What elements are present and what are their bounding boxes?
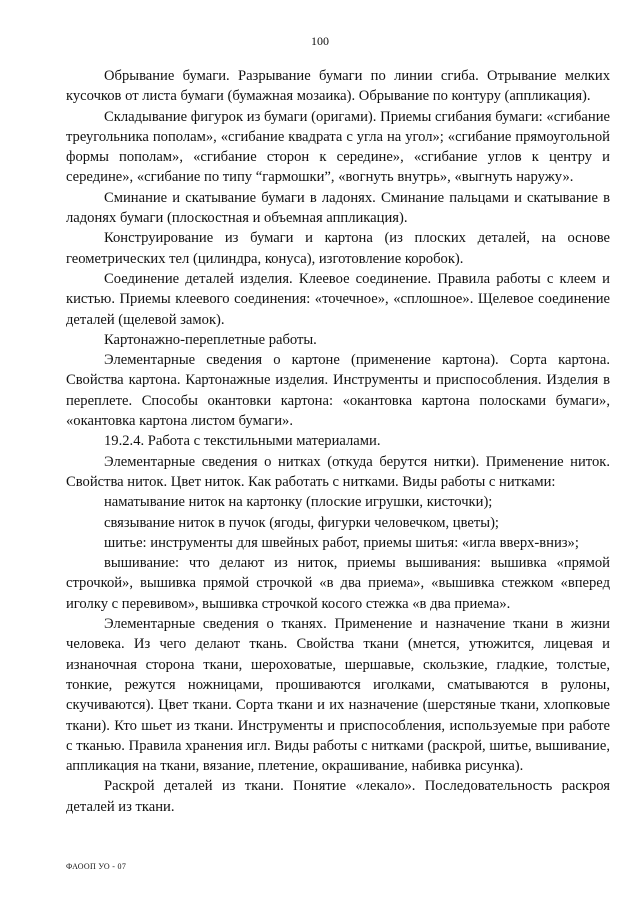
paragraph: Соединение деталей изделия. Клеевое соединение. Правила работы с клеем и кистью. Приемы клеевого соединения: «точечное», «сплошное». Щелевое соединение деталей (щелевой замок). bbox=[66, 270, 610, 328]
paragraph: Раскрой деталей из ткани. Понятие «лекало». Последовательность раскроя деталей из ткани. bbox=[66, 778, 610, 815]
paragraph: Складывание фигурок из бумаги (оригами). Приемы сгибания бумаги: «сгибание треугольника пополам», «сгибание квадрата с угла на угол»; «сгибание прямоугольной формы пополам», «сгибание сторон к середине», «сгибание углов к центру и середине», «сгибание по типу “гармошки”, «вогнуть внутрь», «выгнуть наружу». bbox=[66, 108, 610, 186]
paragraph: Элементарные сведения о картоне (применение картона). Сорта картона. Свойства картона. Картонажные изделия. Инструменты и приспособления. Изделия в переплете. Способы окантовки картона: «окантовка картона полосками бумаги», «окантовка картона листом бумаги». bbox=[66, 352, 610, 430]
paragraph: Элементарные сведения о тканях. Применение и назначение ткани в жизни человека. Из чего делают ткань. Свойства ткани (мнется, утюжится, лицевая и изнаночная сторона ткани, шероховатые, шершавые, скользкие, гладкие, толстые, тонкие, режутся ножницами, прошиваются иголками, сматываются в рулоны, скучиваются). Цвет ткани. Сорта ткани и их назначение (шерстяные ткани, хлопковые ткани). Кто шьет из ткани. Инструменты и приспособления, используемые при работе с тканью. Правила хранения игл. Виды работы с нитками (раскрой, шитье, вышивание, аппликация на ткани, вязание, плетение, окрашивание, набивка рисунка). bbox=[66, 616, 610, 775]
document-footer: ФАООП УО - 07 bbox=[66, 862, 127, 871]
list-item: связывание ниток в пучок (ягоды, фигурки человечком, цветы); bbox=[104, 514, 499, 531]
list-item: наматывание ниток на картонку (плоские игрушки, кисточки); bbox=[104, 494, 493, 511]
document-body bbox=[66, 66, 610, 817]
list-item: шитье: инструменты для швейных работ, приемы шитья: «игла вверх-вниз»; bbox=[104, 534, 579, 551]
paragraph: Элементарные сведения о нитках (откуда берутся нитки). Применение ниток. Свойства ниток. Цвет ниток. Как работать с нитками. Виды работы с нитками: bbox=[66, 453, 610, 490]
paragraph: Обрывание бумаги. Разрывание бумаги по линии сгиба. Отрывание мелких кусочков от листа бумаги (бумажная мозаика). Обрывание по контуру (аппликация). bbox=[66, 68, 610, 105]
paragraph: Конструирование из бумаги и картона (из плоских деталей, на основе геометрических тел (цилиндра, конуса), изготовление коробок). bbox=[66, 230, 610, 267]
paragraph: Картонажно-переплетные работы. bbox=[104, 331, 317, 348]
list-item: вышивание: что делают из ниток, приемы вышивания: вышивка «прямой строчкой», вышивка прямой строчкой «в два приема», «вышивка стежком «вперед иголку с перевивом», вышивка строчкой косого стежка «в два приема». bbox=[66, 555, 610, 612]
page-number: 100 bbox=[311, 34, 329, 48]
section-heading: 19.2.4. Работа с текстильными материалами. bbox=[104, 433, 381, 450]
paragraph: Сминание и скатывание бумаги в ладонях. Сминание пальцами и скатывание в ладонях бумаги (плоскостная и объемная аппликация). bbox=[66, 189, 610, 227]
